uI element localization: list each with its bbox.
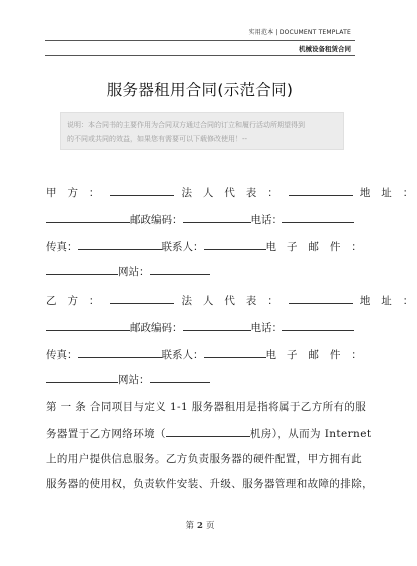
party-a-label: 甲 方 ：: [46, 187, 104, 199]
party-a-fax-blank: [78, 238, 162, 250]
article-1-line-3: 上的用户提供信息服务。乙方负责服务器的硬件配置，甲方拥有此: [46, 453, 363, 465]
header-divider-top: [45, 40, 355, 41]
header-document-type: 机械设备租赁合同: [299, 45, 351, 53]
party-b-postcode-label: 邮政编码：: [130, 322, 183, 334]
party-b-contact-label: 联系人：: [161, 349, 204, 361]
notice-box: [60, 112, 344, 150]
party-a-address-blank: [46, 211, 130, 223]
party-a-website-blank: [150, 263, 210, 275]
article-1-line-2-part-a: 务器置于乙方网络环境（: [46, 428, 166, 440]
page-number-value: 2: [197, 521, 203, 531]
article-1-line-2-part-b: 机房），从而为 Internet: [249, 428, 372, 440]
party-a-postcode-label: 邮政编码：: [130, 214, 183, 226]
party-a-row-4: [46, 263, 354, 277]
party-b-row-3: [46, 346, 366, 361]
article-1-datacenter-blank: [166, 425, 250, 437]
document-title: 服务器租用合同(示范合同): [106, 81, 294, 99]
party-b-row-2: [46, 319, 354, 333]
header-divider-bottom: [45, 55, 355, 56]
party-a-contact-blank: [204, 238, 266, 250]
notice-line-2: 的不同或共同的效益，如果您有需要可以下载修改使用！--: [67, 135, 248, 143]
page-number: [0, 519, 400, 531]
party-a-rep-label: 法 人 代 表 ：: [181, 187, 282, 199]
party-b-rep-label: 法 人 代 表 ：: [181, 295, 282, 307]
party-b-rep-blank: [289, 292, 353, 304]
party-b-email-label: 电 子 邮 件 ：: [265, 349, 366, 361]
party-b-phone-blank: [282, 319, 354, 331]
party-b-contact-blank: [204, 346, 266, 358]
party-b-fax-label: 传真：: [46, 349, 78, 361]
party-a-row-1: [46, 184, 417, 199]
party-b-fax-blank: [78, 346, 162, 358]
party-a-row-2: [46, 211, 354, 225]
page-number-prefix: 第: [185, 521, 195, 531]
party-a-name-blank: [110, 184, 174, 196]
party-a-address-label: 地 址 ：: [359, 187, 417, 199]
party-b-name-blank: [110, 292, 174, 304]
party-a-postcode-blank: [183, 211, 251, 223]
party-b-website-label: 网站：: [118, 374, 150, 386]
article-1-line-4: 服务器的使用权，负责软件安装、升级、服务器管理和故障的排除，: [46, 478, 373, 490]
party-b-address-blank: [46, 319, 130, 331]
party-b-label: 乙 方 ：: [46, 295, 104, 307]
header-template-label: 实用范本 | DOCUMENT TEMPLATE: [248, 29, 351, 36]
party-a-phone-blank: [282, 211, 354, 223]
party-a-rep-blank: [289, 184, 353, 196]
article-1-line-2: [46, 425, 372, 441]
party-b-email-blank: [46, 371, 118, 383]
article-1-line-1: 第 一 条 合同项目与定义 1-1 服务器租用是指将属于乙方所有的服: [46, 401, 367, 413]
party-a-website-label: 网站：: [118, 266, 150, 278]
party-a-fax-label: 传真：: [46, 241, 78, 253]
party-b-phone-label: 电话：: [250, 322, 282, 334]
party-b-row-1: [46, 292, 417, 307]
party-a-email-blank: [46, 263, 118, 275]
party-b-address-label: 地 址 ：: [359, 295, 417, 307]
party-a-email-label: 电 子 邮 件 ：: [265, 241, 366, 253]
party-b-website-blank: [150, 371, 210, 383]
party-a-phone-label: 电话：: [250, 214, 282, 226]
party-b-postcode-blank: [183, 319, 251, 331]
party-a-contact-label: 联系人：: [161, 241, 204, 253]
party-b-row-4: [46, 371, 354, 385]
notice-line-1: 说明：本合同书的主要作用为合同双方通过合同的订立和履行活动所期望得到: [67, 121, 305, 129]
party-a-row-3: [46, 238, 366, 253]
page-number-suffix: 页: [205, 521, 215, 531]
